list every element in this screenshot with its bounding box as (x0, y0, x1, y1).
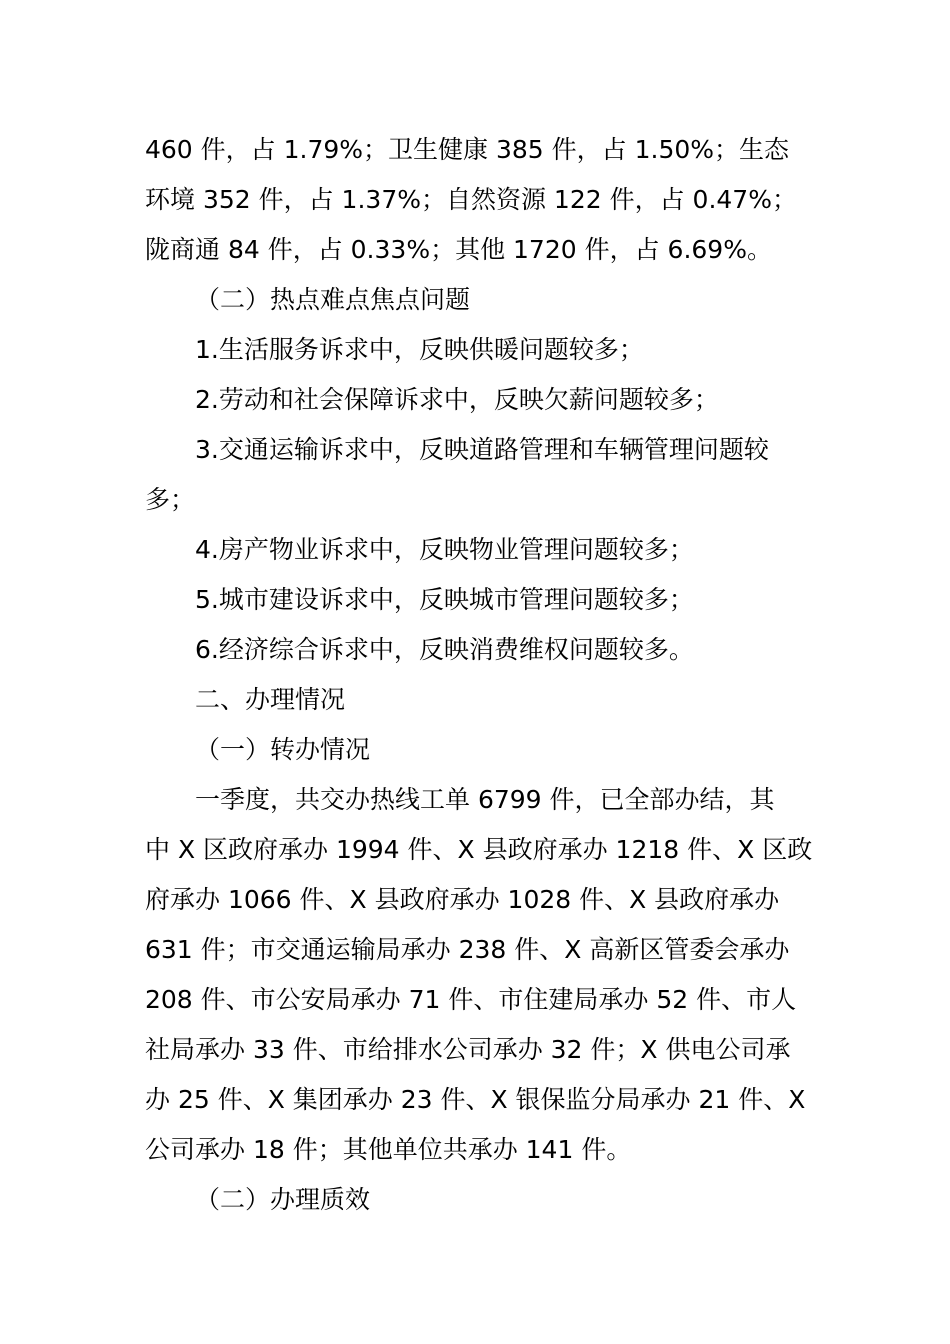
list-item: 6.经济综合诉求中，反映消费维权问题较多。 (195, 635, 694, 664)
paragraph-line: 一季度，共交办热线工单 6799 件，已全部办结，其 (195, 785, 775, 814)
list-item: 2.劳动和社会保障诉求中，反映欠薪问题较多； (195, 385, 719, 414)
paragraph-line: 陇商通 84 件，占 0.33%；其他 1720 件，占 6.69%。 (145, 235, 772, 264)
paragraph-line: 460 件，占 1.79%；卫生健康 385 件，占 1.50%；生态 (145, 135, 790, 164)
list-item: 3.交通运输诉求中，反映道路管理和车辆管理问题较 (195, 435, 769, 464)
paragraph-line: 中 X 区政府承办 1994 件、X 县政府承办 1218 件、X 区政 (145, 835, 813, 864)
list-item: 5.城市建设诉求中，反映城市管理问题较多； (195, 585, 694, 614)
subsection-heading: （二）办理质效 (195, 1185, 371, 1214)
paragraph-line: 办 25 件、X 集团承办 23 件、X 银保监分局承办 21 件、X (145, 1085, 806, 1114)
paragraph-line: 府承办 1066 件、X 县政府承办 1028 件、X 县政府承办 (145, 885, 780, 914)
section-heading: 二、办理情况 (195, 685, 346, 714)
subsection-heading: （一）转办情况 (195, 735, 371, 764)
paragraph-line: 631 件；市交通运输局承办 238 件、X 高新区管委会承办 (145, 935, 790, 964)
paragraph-line: 208 件、市公安局承办 71 件、市住建局承办 52 件、市人 (145, 985, 797, 1014)
paragraph-line: 公司承办 18 件；其他单位共承办 141 件。 (145, 1135, 632, 1164)
section-heading: （二）热点难点焦点问题 (195, 285, 471, 314)
list-item-continuation: 多； (145, 485, 196, 514)
paragraph-line: 社局承办 33 件、市给排水公司承办 32 件；X 供电公司承 (145, 1035, 791, 1064)
paragraph-line: 环境 352 件，占 1.37%；自然资源 122 件，占 0.47%； (145, 185, 797, 214)
list-item: 4.房产物业诉求中，反映物业管理问题较多； (195, 535, 694, 564)
list-item: 1.生活服务诉求中，反映供暖问题较多； (195, 335, 644, 364)
